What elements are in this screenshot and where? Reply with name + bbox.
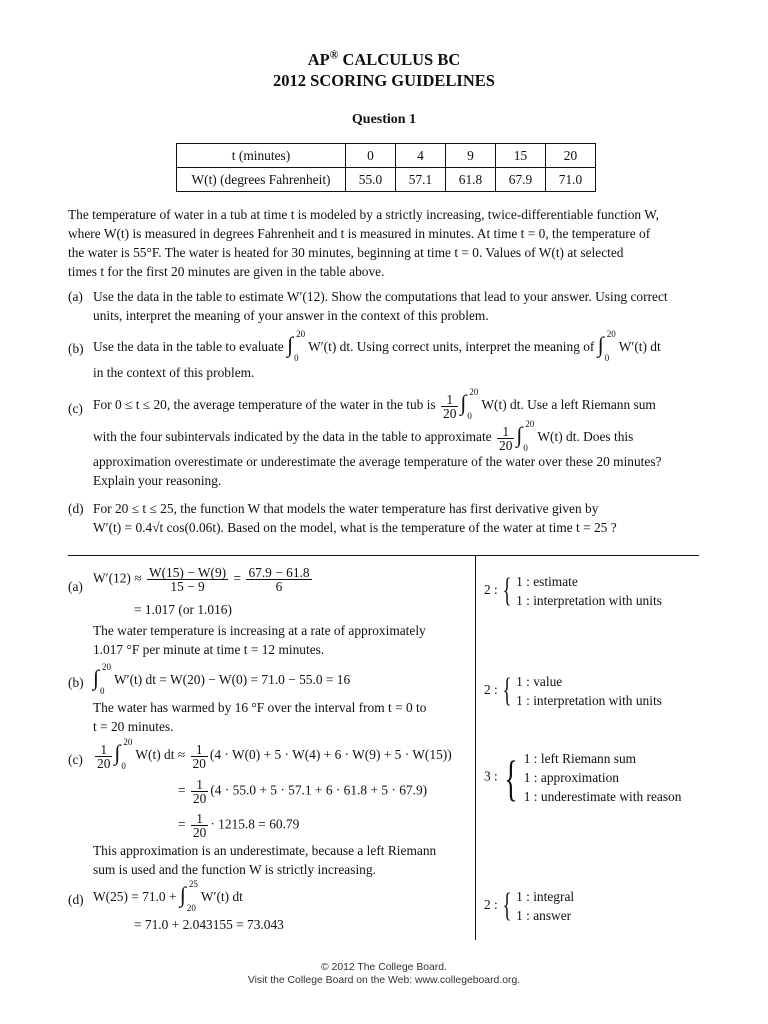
part-c-text: For 0 ≤ t ≤ 20, the average temperature of the water in the tub is $\frac{1}{20}$ ∫ 20 0 W(t) dt. Use a left Riemann sum with the four subintervals indicated by the data in the table to approximate $\frac{1}{20}$ ∫ 20 0 W(t) dt. Does this approximation overestimate or underestimate the average temperature of the water over these 20 minutes? Explain your reasoning. [93, 387, 662, 488]
integral-symbol: ∫ 20 0 [114, 737, 133, 771]
solution-b-text: The water has warmed by 16 °F over the interval from t = 0 to t = 20 minutes. [93, 700, 427, 734]
points-d: 2 : { 1 : integral 1 : answer [484, 887, 575, 924]
table-row-label: t (minutes) [177, 144, 346, 168]
fraction: $\frac{1}{20}$ [192, 777, 207, 806]
table-row-label: W(t) (degrees Fahrenheit) [177, 168, 346, 192]
solution-a-label: (a) [68, 579, 83, 594]
table-cell: 55.0 [346, 168, 396, 192]
page-title: 2012 SCORING GUIDELINES [273, 71, 495, 90]
solution-d-label: (d) [68, 892, 84, 907]
solution-c-expr1: $\frac{1}{20}$ ∫ 20 0 W(t) dt ≈ $\frac{1}{20}$ (4 · W(0) + 5 · W(4) + 6 · W(9) + 5 · W(15)) [97, 737, 452, 771]
solution-a-expr: W′(12) ≈ $\frac{W(15) - W(9)}{15 - 9}$ = $\frac{67.9 - 61.8}{6}$ [93, 565, 310, 594]
points-a: 2 : { 1 : estimate 1 : interpretation with units [484, 572, 662, 609]
part-a-label: (a) [68, 289, 83, 304]
integral-symbol: ∫ 20 0 [93, 662, 111, 696]
problem-intro: The temperature of water in a tub at time t is modeled by a strictly increasing, twice-differentiable function W, where W(t) is measured in degrees Fahrenheit and t is measured in minutes. At time t = 0, the temperature of the water is 55°F. The water is heated for 30 minutes, beginning at time t = 0. Values of W(t) at selected times t for the first 20 minutes are given in the table above. [68, 207, 659, 279]
brace-icon: { [502, 887, 512, 924]
fraction: $\frac{67.9 - 61.8}{6}$ [248, 565, 310, 594]
fraction: $\frac{1}{20}$ [97, 741, 111, 771]
part-a-text: Use the data in the table to estimate W′(12). Show the computations that lead to your answer. Using correct units, interpret the meaning of your answer in the context of this problem. [93, 289, 668, 323]
header-line-1 [0, 49, 768, 70]
brace-icon: { [502, 672, 512, 709]
part-b-label: (b) [68, 341, 84, 356]
table-cell: 57.1 [396, 168, 446, 192]
column-divider [475, 556, 476, 940]
table-row [177, 168, 596, 192]
integral-symbol: ∫ 25 20 [179, 879, 198, 913]
footer-website: Visit the College Board on the Web: www.collegeboard.org. [247, 975, 521, 986]
integral-symbol: ∫ 20 0 [460, 387, 479, 421]
footer-copyright: © 2012 The College Board. [321, 962, 447, 973]
registered-mark: ® [329, 49, 339, 62]
solution-c-expr2: = $\frac{1}{20}$ (4 · 55.0 + 5 · 57.1 + 6 · 61.8 + 5 · 67.9) [178, 777, 428, 806]
integral-symbol: ∫ 20 0 [287, 329, 306, 363]
integral-symbol: ∫ 20 0 [597, 329, 616, 363]
solution-a-text: The water temperature is increasing at a rate of approximately 1.017 °F per minute at time t = 12 minutes. [93, 623, 426, 657]
data-table [176, 143, 596, 192]
table-row [177, 144, 596, 168]
header-course: CALCULUS BC [338, 50, 461, 69]
solution-b-label: (b) [68, 675, 84, 690]
section-divider [68, 555, 699, 556]
brace-icon: { [502, 572, 512, 609]
part-d-label: (d) [68, 501, 84, 516]
table-cell: 4 [396, 144, 446, 168]
question-title: Question 1 [351, 112, 417, 127]
part-b-text: Use the data in the table to evaluate ∫ 20 0 W′(t) dt. Using correct units, interpret the meaning of ∫ 20 0 W′(t) dt in the context of this problem. [93, 329, 661, 380]
points-b: 2 : { 1 : value 1 : interpretation with units [484, 672, 662, 709]
table-cell: 20 [546, 144, 596, 168]
fraction: $\frac{W(15) - W(9)}{15 - 9}$ [148, 565, 227, 594]
integral-symbol: ∫ 20 0 [516, 419, 535, 453]
solution-c-text: This approximation is an underestimate, because a left Riemann sum is used and the function W is strictly increasing. [93, 843, 437, 877]
table-cell: 61.8 [446, 168, 496, 192]
solution-b-expr: ∫ 20 0 W′(t) dt = W(20) − W(0) = 71.0 − 55.0 = 16 [93, 662, 351, 696]
fraction: $\frac{1}{20}$ [499, 423, 513, 453]
table-cell: 9 [446, 144, 496, 168]
header-ap: AP [307, 50, 330, 69]
brace-icon: { [504, 749, 518, 806]
part-d-text: For 20 ≤ t ≤ 25, the function W that models the water temperature has first derivative given by W′(t) = 0.4√t cos(0.06t). Based on the model, what is the temperature of the water at time t = 25 ? [93, 501, 617, 535]
points-c: 3 : { 1 : left Riemann sum 1 : approximation 1 : underestimate with reason [484, 749, 682, 806]
solution-c-expr3: = $\frac{1}{20}$ · 1215.8 = 60.79 [178, 811, 300, 840]
solution-a-result: = 1.017 (or 1.016) [134, 602, 232, 617]
solution-d-expr1: W(25) = 71.0 + ∫ 25 20 W′(t) dt [93, 879, 243, 913]
table-cell: 0 [346, 144, 396, 168]
table-cell: 15 [496, 144, 546, 168]
table-cell: 71.0 [546, 168, 596, 192]
fraction: $\frac{1}{20}$ [443, 391, 457, 421]
fraction: $\frac{1}{20}$ [192, 811, 207, 840]
solution-d-expr2: = 71.0 + 2.043155 = 73.043 [134, 917, 284, 932]
fraction: $\frac{1}{20}$ [192, 741, 206, 771]
part-c-label: (c) [68, 401, 83, 416]
table-cell: 67.9 [496, 168, 546, 192]
solution-c-label: (c) [68, 752, 83, 767]
